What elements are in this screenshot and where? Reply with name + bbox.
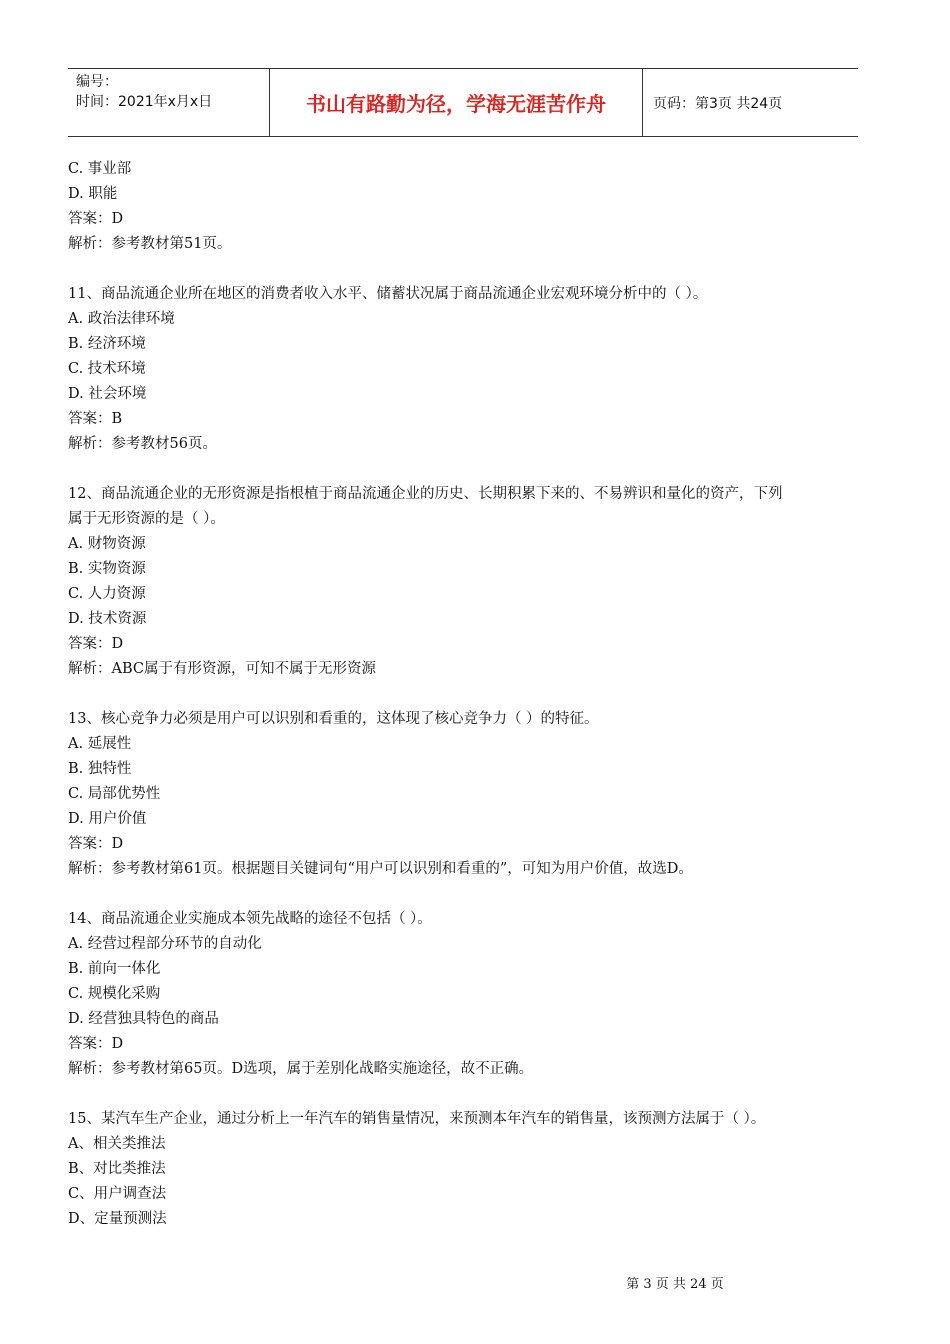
header-meta [68, 69, 269, 136]
text-line: B. 独特性 [68, 761, 132, 777]
text-line: C、用户调查法 [68, 1186, 167, 1202]
text-line: 解析：参考教材56页。 [68, 436, 217, 452]
text-line: 13、核心竞争力必须是用户可以识别和看重的，这体现了核心竞争力（ ）的特征。 [68, 711, 599, 727]
text-line: D. 社会环境 [68, 386, 147, 402]
text-line: 答案：D [68, 211, 124, 227]
text-line: A. 财物资源 [68, 536, 146, 552]
header-page-info: 页码：第3页 共24页 [653, 95, 783, 112]
doc-time-label: 时间：2021年x月x日 [76, 94, 213, 110]
text-line: B. 实物资源 [68, 561, 146, 577]
paragraph-gap [68, 882, 868, 907]
text-line: C. 事业部 [68, 161, 132, 177]
text-line: 答案：D [68, 836, 124, 852]
text-line: D、定量预测法 [68, 1211, 167, 1227]
text-line: A、相关类推法 [68, 1136, 166, 1152]
text-line: 答案：D [68, 636, 124, 652]
doc-number-label: 编号： [76, 74, 118, 90]
text-line: B. 前向一体化 [68, 961, 161, 977]
text-line: 11、商品流通企业所在地区的消费者收入水平、储蓄状况属于商品流通企业宏观环境分析中的（ ）。 [68, 286, 708, 302]
text-line: 答案：B [68, 411, 123, 427]
text-line: 属于无形资源的是（ ）。 [68, 511, 225, 527]
text-line: A. 经营过程部分环节的自动化 [68, 936, 262, 952]
text-line: C. 规模化采购 [68, 986, 161, 1002]
header-motto: 书山有路勤为径，学海无涯苦作舟 [269, 69, 643, 136]
text-line: 解析：ABC属于有形资源，可知不属于无形资源 [68, 661, 376, 677]
text-line: C. 局部优势性 [68, 786, 161, 802]
text-line: C. 人力资源 [68, 586, 146, 602]
text-line: D. 用户价值 [68, 811, 147, 827]
page-header [68, 68, 858, 137]
text-line: 解析：参考教材第51页。 [68, 236, 232, 252]
text-line: A. 政治法律环境 [68, 311, 175, 327]
page-footer [0, 1273, 950, 1292]
footer-page-number: 第 3 页 共 24 页 [626, 1277, 724, 1292]
text-line: 解析：参考教材第65页。D选项，属于差别化战略实施途径，故不正确。 [68, 1061, 534, 1077]
text-line: D. 经营独具特色的商品 [68, 1011, 219, 1027]
text-line: 解析：参考教材第61页。根据题目关键词句“用户可以识别和看重的”，可知为用户价值，故选D。 [68, 861, 693, 877]
paragraph-gap [68, 682, 868, 707]
text-line: C. 技术环境 [68, 361, 146, 377]
text-line: D. 职能 [68, 186, 118, 202]
text-line: 答案：D [68, 1036, 124, 1052]
paragraph-gap [68, 457, 868, 482]
text-line: D. 技术资源 [68, 611, 147, 627]
text-line: B、对比类推法 [68, 1161, 166, 1177]
text-line: 12、商品流通企业的无形资源是指根植于商品流通企业的历史、长期积累下来的、不易辨识和量化的资产，下列 [68, 486, 783, 502]
text-line: 14、商品流通企业实施成本领先战略的途径不包括（ ）。 [68, 911, 432, 927]
paragraph-gap [68, 1082, 868, 1107]
text-line: A. 延展性 [68, 736, 132, 752]
document-body [68, 157, 868, 1232]
text-line: 15、某汽车生产企业，通过分析上一年汽车的销售量情况，来预测本年汽车的销售量，该预测方法属于（ ）。 [68, 1111, 766, 1127]
paragraph-gap [68, 257, 868, 282]
text-line: B. 经济环境 [68, 336, 146, 352]
